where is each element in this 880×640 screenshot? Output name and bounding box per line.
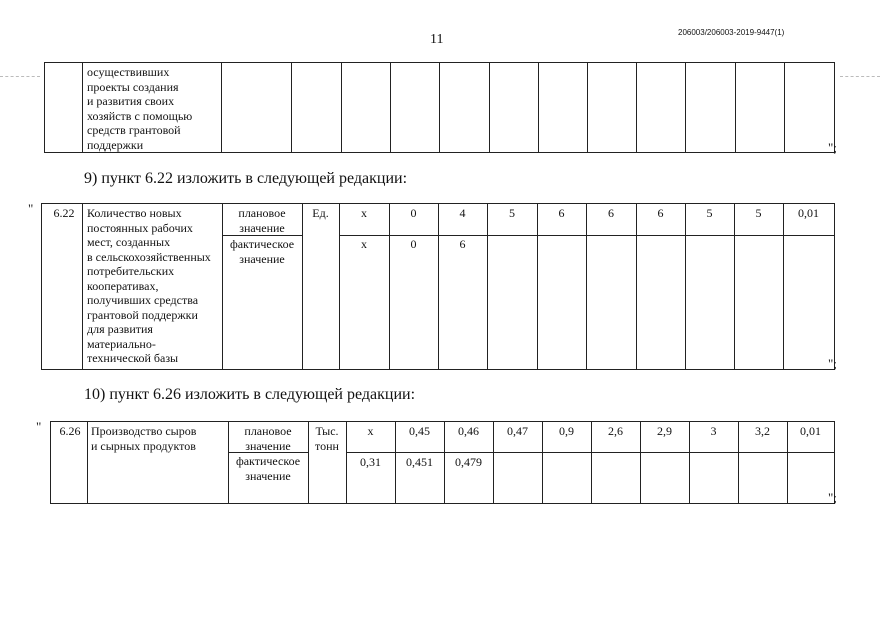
table-rule-vertical (82, 62, 83, 153)
table-rule-vertical (339, 203, 340, 370)
text-line: фактическое (235, 454, 301, 468)
text-line: для развития (87, 322, 153, 336)
table-rule-vertical (221, 62, 222, 153)
table-rule-horizontal (50, 503, 835, 504)
text-line: средств грантовой (87, 123, 181, 137)
text-line: проекты создания (87, 79, 179, 94)
section-heading: 9) пункт 6.22 изложить в следующей редакции: (84, 170, 408, 187)
value-cell: 3,2 (755, 424, 770, 438)
value-cell: 0,01 (800, 424, 821, 438)
table-rule-horizontal (50, 421, 835, 422)
scan-artifact (0, 76, 40, 77)
text-line: Производство сыров (91, 424, 197, 438)
opening-quote: " (28, 201, 34, 216)
table-rule-vertical (587, 62, 588, 153)
value-cell: x (361, 206, 367, 220)
actual-label (222, 237, 302, 266)
table-rule-vertical (87, 421, 88, 504)
value-cell: 5 (755, 206, 762, 220)
value-cell: 6 (459, 237, 466, 251)
value-cell: 5 (509, 206, 515, 220)
text-line: технической базы (87, 351, 179, 365)
table-rule-vertical (734, 203, 735, 370)
table-rule-vertical (636, 62, 637, 153)
text-line: значение (239, 251, 285, 266)
text-line: Тыс. (315, 424, 339, 438)
value-cell: 6 (608, 206, 614, 220)
text-line: в сельскохозяйственных (87, 249, 211, 264)
section-heading: 10) пункт 6.26 изложить в следующей редакции: (84, 386, 416, 403)
closing-quote: "; (828, 140, 837, 155)
indicator-text (87, 206, 211, 366)
value-cell: 4 (459, 206, 466, 220)
actual-label (228, 454, 308, 483)
text-line: грантовой поддержки (87, 307, 198, 322)
value-cell: 3 (710, 424, 717, 438)
value-cell: 2,9 (657, 424, 672, 438)
table-rule-vertical (489, 62, 490, 153)
text-line: постоянных рабочих (87, 220, 193, 235)
value-cell: 2,6 (608, 424, 623, 438)
text-line: потребительских (87, 264, 175, 278)
table-rule-vertical (341, 62, 342, 153)
table-rule-vertical (390, 62, 391, 153)
opening-quote: " (36, 419, 42, 434)
indicator-text (87, 65, 192, 152)
text-line: осуществивших (87, 65, 170, 79)
table-rule-vertical (538, 62, 539, 153)
table-rule-vertical (291, 62, 292, 153)
value-cell: 6 (558, 206, 565, 220)
planned-label (228, 424, 308, 453)
value-cell: 0,479 (455, 455, 482, 469)
table-rule-vertical (636, 203, 637, 370)
text-line: значение (239, 220, 285, 235)
value-cell: 0,01 (798, 206, 819, 220)
table-rule-vertical (439, 62, 440, 153)
value-cell: x (367, 424, 374, 438)
table-rule-vertical (834, 203, 835, 370)
table-rule-vertical (438, 203, 439, 370)
table-rule-vertical (82, 203, 83, 370)
text-line: плановое (244, 424, 292, 438)
text-line: материально- (87, 336, 156, 351)
table-rule-vertical (50, 421, 51, 504)
unit-label (308, 424, 346, 453)
text-line: кооперативах, (87, 278, 159, 293)
value-cell: 0 (410, 206, 417, 220)
table-rule-vertical (685, 62, 686, 153)
text-line: мест, созданных (87, 235, 171, 249)
page-number: 11 (430, 32, 444, 47)
value-cell: 0 (410, 237, 417, 251)
table-rule-vertical (783, 203, 784, 370)
value-cell: 0,451 (406, 455, 433, 469)
indicator-text (91, 424, 196, 453)
table-rule-vertical (389, 203, 390, 370)
value-cell: 6 (657, 206, 664, 220)
value-cell: 0,31 (360, 455, 381, 469)
table-rule-vertical (735, 62, 736, 153)
text-line: и развития своих (87, 94, 175, 108)
text-line: Количество новых (87, 206, 182, 220)
text-line: плановое (238, 206, 286, 220)
table-rule-vertical (586, 203, 587, 370)
unit-label: Ед. (312, 206, 329, 220)
table-rule-vertical (302, 203, 303, 370)
value-cell: 5 (706, 206, 713, 220)
table-rule-vertical (487, 203, 488, 370)
row-number: 6.26 (59, 424, 81, 438)
text-line: поддержки (87, 137, 144, 152)
table-rule-horizontal (222, 235, 303, 236)
text-line: и сырных продуктов (91, 438, 196, 453)
text-line: значение (245, 438, 291, 453)
value-cell: 0,47 (507, 424, 528, 438)
text-line: хозяйств с помощью (87, 108, 193, 123)
text-line: значение (245, 468, 291, 483)
document-id: 206003/206003-2019-9447(1) (678, 28, 785, 37)
row-number: 6.22 (53, 206, 75, 220)
planned-label (222, 206, 302, 235)
table-rule-vertical (685, 203, 686, 370)
value-cell: 0,46 (458, 424, 479, 438)
table-rule-horizontal (339, 235, 835, 236)
value-cell: x (361, 237, 367, 251)
table-rule-vertical (784, 62, 785, 153)
value-cell: 0,45 (409, 424, 430, 438)
value-cell: 0,9 (559, 424, 574, 438)
closing-quote: "; (828, 490, 837, 505)
closing-quote: "; (828, 356, 837, 371)
table-rule-vertical (537, 203, 538, 370)
text-line: получивших средства (87, 293, 199, 307)
scan-artifact (840, 76, 880, 77)
text-line: фактическое (229, 237, 295, 251)
text-line: тонн (315, 438, 339, 453)
table-rule-vertical (41, 203, 42, 370)
table-rule-vertical (44, 62, 45, 153)
